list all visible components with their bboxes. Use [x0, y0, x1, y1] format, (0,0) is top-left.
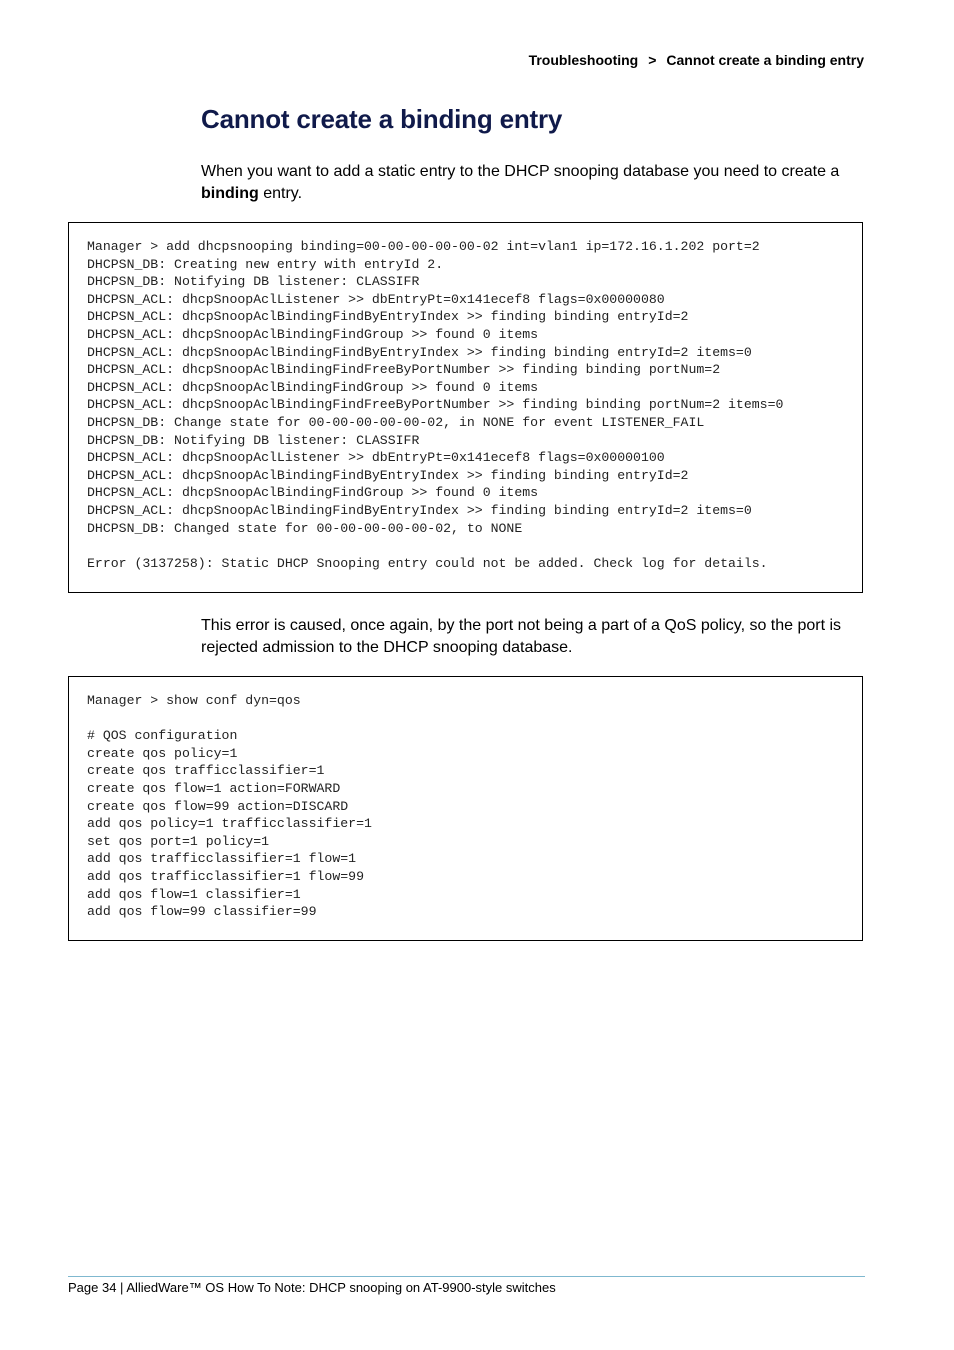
intro-paragraph	[201, 161, 866, 205]
footer-divider	[68, 1276, 865, 1277]
code-block-qos-text: Manager > show conf dyn=qos # QOS configuration create qos policy=1 create qos trafficclassifier=1 create qos flow=1 action=FORWARD create qos flow=99 action=DISCARD add qos policy=1 trafficclassifier=1 set qos port=1 policy=1 add qos trafficclassifier=1 flow=1 add qos trafficclassifier=1 flow=99 add qos flow=1 classifier=1 add qos flow=99 classifier=99	[87, 693, 372, 920]
footer-text: Page 34 | AlliedWare™ OS How To Note: DHCP snooping on AT-9900-style switches	[68, 1280, 556, 1295]
breadcrumb-separator: >	[648, 52, 657, 68]
breadcrumb-section: Troubleshooting	[528, 52, 639, 68]
code-block-binding-text: Manager > add dhcpsnooping binding=00-00-00-00-00-02 int=vlan1 ip=172.16.1.202 port=2 DHCPSN_DB: Creating new entry with entryId 2. DHCPSN_DB: Notifying DB listener: CLASSIFR DHCPSN_ACL: dhcpSnoopAclListener >> dbEntryPt=0x141ecef8 flags=0x00000080 DHCPSN_ACL: dhcpSnoopAclBindingFindByEntryIndex >> finding binding entryId=2 DHCPSN_ACL: dhcpSnoopAclBindingFindGroup >> found 0 items DHCPSN_ACL: dhcpSnoopAclBindingFindByEntryIndex >> finding binding entryId=2 items=0 DHCPSN_ACL: dhcpSnoopAclBindingFindFreeByPortNumber >> finding binding portNum=2 DHCPSN_ACL: dhcpSnoopAclBindingFindGroup >> found 0 items DHCPSN_ACL: dhcpSnoopAclBindingFindFreeByPortNumber >> finding binding portNum=2 items=0 DHCPSN_DB: Change state for 00-00-00-00-00-02, in NONE for event LISTENER_FAIL DHCPSN_DB: Notifying DB listener: CLASSIFR DHCPSN_ACL: dhcpSnoopAclListener >> dbEntryPt=0x141ecef8 flags=0x00000100 DHCPSN_ACL: dhcpSnoopAclBindingFindByEntryIndex >> finding binding entryId=2 DHCPSN_ACL: dhcpSnoopAclBindingFindGroup >> found 0 items DHCPSN_ACL: dhcpSnoopAclBindingFindByEntryIndex >> finding binding entryId=2 items=0 DHCPSN_DB: Changed state for 00-00-00-00-00-02, to NONE Error (3137258): Static DHCP Snooping entry could not be added. Check log for details.	[87, 239, 784, 571]
intro-tail: entry.	[258, 185, 303, 202]
code-block-qos	[68, 676, 863, 941]
explanation-paragraph: This error is caused, once again, by the port not being a part of a QoS policy, so the port is rejected admission to the DHCP snooping database.	[201, 617, 842, 656]
breadcrumb-current: Cannot create a binding entry	[666, 52, 864, 68]
code-block-binding	[68, 222, 863, 593]
breadcrumb	[529, 52, 864, 68]
page-title: Cannot create a binding entry	[201, 104, 563, 134]
intro-bold-term: binding	[201, 185, 259, 202]
intro-text: When you want to add a static entry to the DHCP snooping database you need to create a	[201, 163, 840, 180]
